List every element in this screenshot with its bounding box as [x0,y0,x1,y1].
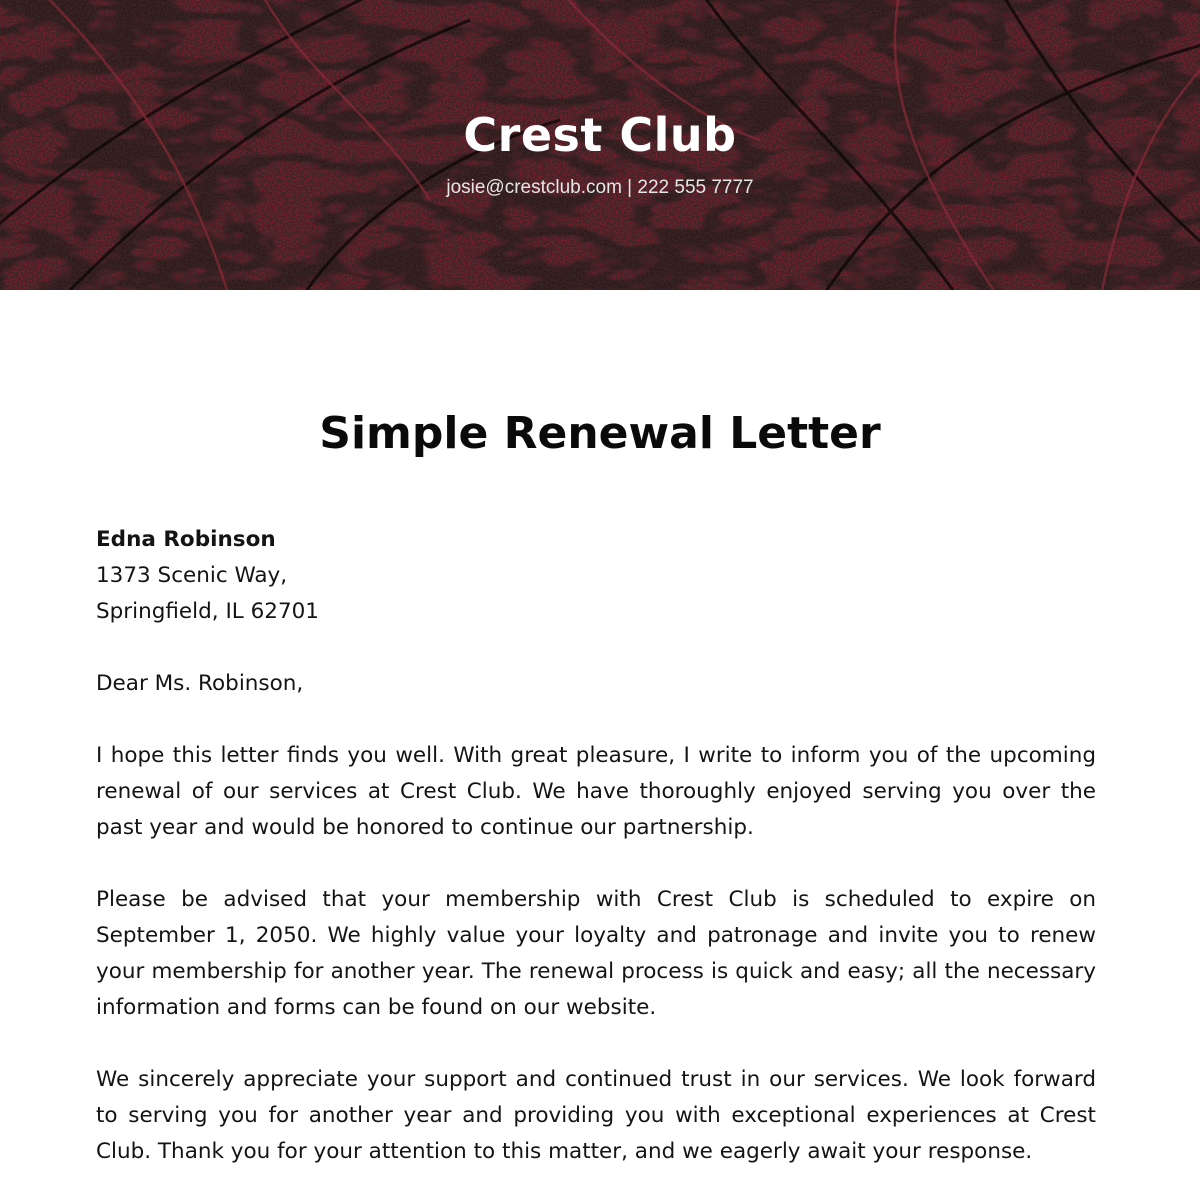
paragraph-3: We sincerely appreciate your support and continued trust in our services. We look forward to serving you for another year and providing you with exceptional experiences at Crest Club. Thank you for your attention to this matter, and we eagerly await your response. [96,1067,1096,1164]
letter-body [96,522,1096,1197]
header-banner [0,0,1200,290]
recipient-block [96,522,1096,630]
recipient-address-line1: 1373 Scenic Way, [96,563,288,588]
page-title: Simple Renewal Letter [319,408,881,459]
paragraph-1: I hope this letter finds you well. With great pleasure, I write to inform you of the upcoming renewal of our services at Crest Club. We have thoroughly enjoyed serving you over the past year and would be honored to continue our partnership. [96,743,1096,840]
recipient-name: Edna Robinson [96,527,276,552]
recipient-address-line2: Springfield, IL 62701 [96,599,319,624]
paragraph-2: Please be advised that your membership with Crest Club is scheduled to expire on September 1, 2050. We highly value your loyalty and patronage and invite you to renew your membership for another year. The renewal process is quick and easy; all the necessary information and forms can be found on our website. [96,887,1096,1020]
salutation: Dear Ms. Robinson, [96,671,304,696]
contact-info: josie@crestclub.com | 222 555 7777 [446,177,754,198]
brand-name: Crest Club [463,108,737,162]
